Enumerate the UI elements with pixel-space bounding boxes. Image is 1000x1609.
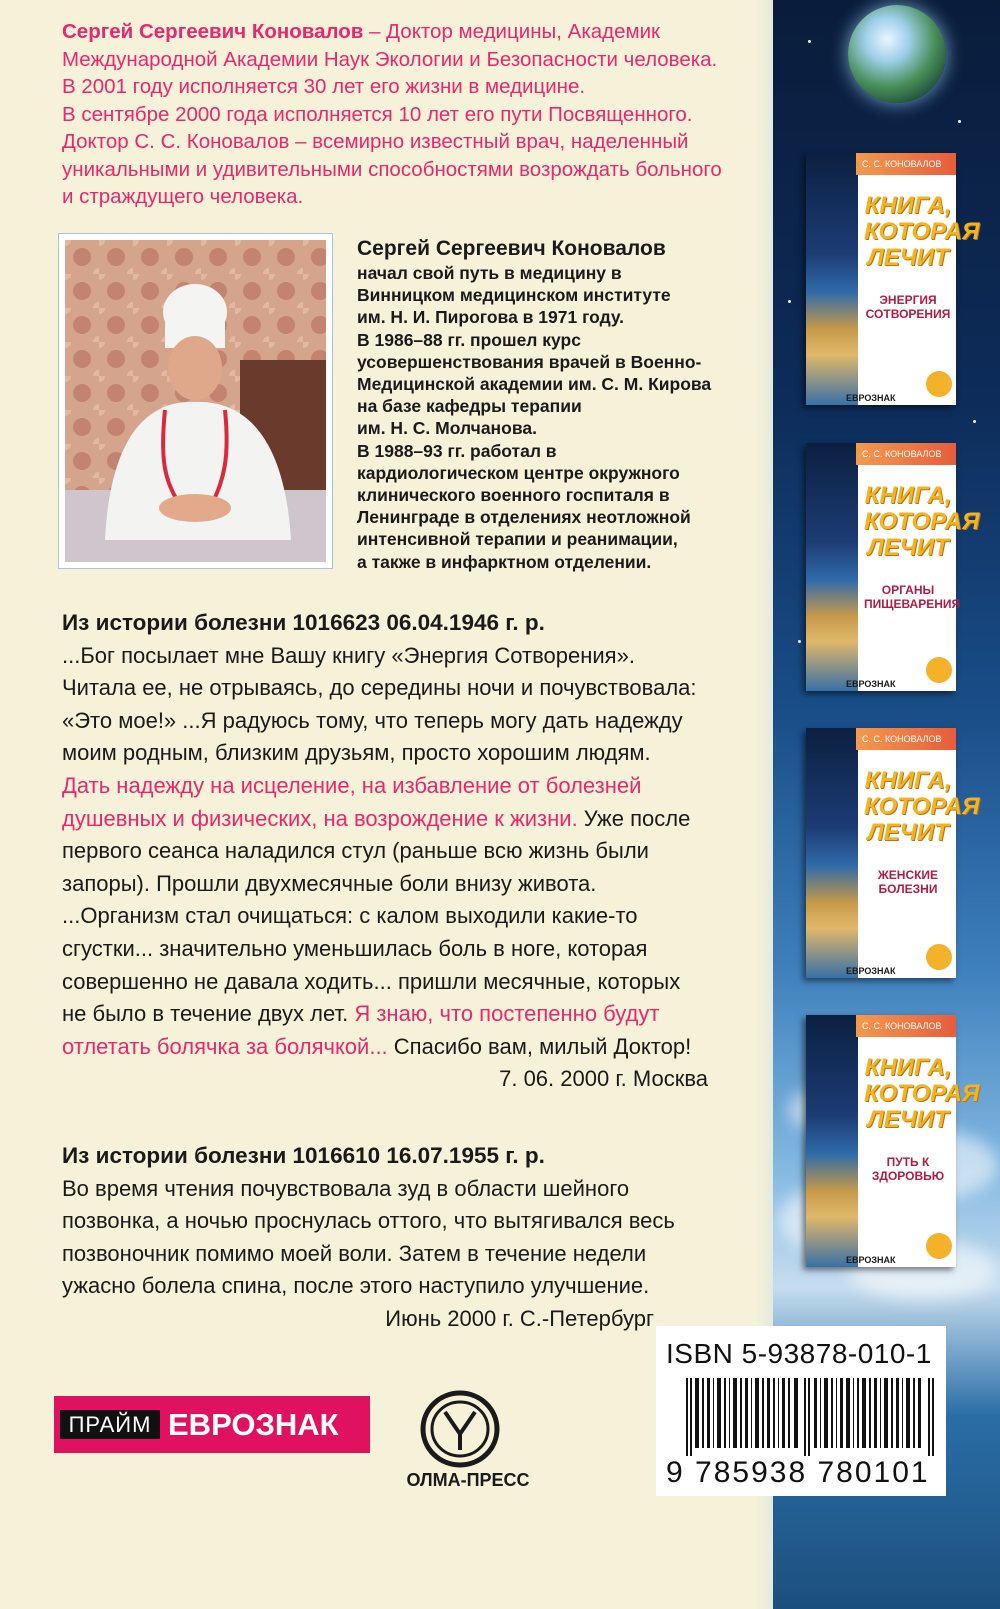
book-title: КНИГА, КОТОРАЯ ЛЕЧИТ <box>864 482 980 561</box>
book-publisher: ЕВРОЗНАК <box>846 966 896 976</box>
barcode-number: 9 785938 780101 <box>666 1456 930 1489</box>
author-biography: Сергей Сергеевич Коновалов начал свой путь в медицину в Винницком медицинском институте им. Н. И. Пирогова в 1971 году. В 1986–88 гг. прошел курс усовершенствования врачей в Военно- Медицинской академии им. С. М. Кирова на базе кафедры терапии им. Н. С. Молчанова. В 1988–93 гг. работал в кардиологическом центре окружного клинического военного госпиталя в Ленинграде в отделениях неотложной интенсивной терапии и реанимации, а также в инфарктном отделении. <box>357 236 737 573</box>
book-subtitle: ЖЕНСКИЕ БОЛЕЗНИ <box>877 868 939 896</box>
book-publisher: ЕВРОЗНАК <box>846 393 896 403</box>
case-1-signature: 7. 06. 2000 г. Москва <box>499 1066 708 1092</box>
book-subtitle: ПУТЬ К ЗДОРОВЬЮ <box>871 1155 945 1183</box>
case-history-1: Из истории болезни 1016623 06.04.1946 г. р. ...Бог посылает мне Вашу книгу «Энергия Сотворения». Читала ее, не отрываясь, до середины ночи и почувствовала: «Это мое!» ...Я радуюсь тому, что теперь могу дать надежду моим родным, близким друзьям, просто хорошим людям. Дать надежду на исцеление, на избавление от болезней душевных и физических, на возрождение к жизни. Уже после первого сеанса наладился стул (раньше всю жизнь были запоры). Прошли двухмесячные боли внизу живота. ...Организм стал очищаться: с калом выходили какие-то сгустки... значительно уменьшилась боль в ноге, которая совершенно не давала ходить... пришли месячные, которых не было в течение двух лет. Я знаю, что постепенно будут отлетать болячка за болячкой... Спасибо вам, милый Доктор! 7. 06. 2000 г. Москва <box>62 607 712 1096</box>
prime-evroznak-logo: ПРАЙМ ЕВРОЗНАК <box>54 1396 370 1453</box>
case-history-2: Из истории болезни 1016610 16.07.1955 г. р. Во время чтения почувствовала зуд в области шейного позвонка, а ночью проснулась оттого, что вытягивался весь позвоночник помимо моей воли. Затем в течение недели ужасно болела спина, после этого наступило улучшение. Июнь 2000 г. С.-Петербург <box>62 1140 712 1336</box>
book-title: КНИГА, КОТОРАЯ ЛЕЧИТ <box>864 192 980 271</box>
case-2-heading: Из истории болезни 1016610 16.07.1955 г. р. <box>62 1143 545 1168</box>
case-2-signature: Июнь 2000 г. С.-Петербург <box>385 1305 654 1331</box>
isbn-barcode-block <box>656 1326 946 1496</box>
bio-author-name: Сергей Сергеевич Коновалов <box>357 237 666 260</box>
badge-icon <box>926 944 952 970</box>
badge-icon <box>926 1233 952 1259</box>
book-cover-art <box>806 1015 858 1267</box>
book-subtitle: ЭНЕРГИЯ СОТВОРЕНИЯ <box>865 293 951 321</box>
olma-press-label: ОЛМА-ПРЕСС <box>406 1470 530 1490</box>
badge-icon <box>926 657 952 683</box>
book-subtitle: ОРГАНЫ ПИЩЕВАРЕНИЯ <box>864 583 961 611</box>
book-cover-3: С. С. КОНОВАЛОВ КНИГА, КОТОРАЯ ЛЕЧИТ ЖЕНСКИЕ БОЛЕЗНИ ЕВРОЗНАК <box>806 728 956 978</box>
book-title: КНИГА, КОТОРАЯ ЛЕЧИТ <box>864 767 980 846</box>
author-photo-frame <box>58 233 333 569</box>
book-publisher: ЕВРОЗНАК <box>846 1255 896 1265</box>
book-cover-art <box>806 153 858 405</box>
book-cover-art <box>806 443 858 691</box>
intro-author-name: Сергей Сергеевич Коновалов <box>62 20 364 43</box>
book-cover-art <box>806 728 858 978</box>
book-title: КНИГА, КОТОРАЯ ЛЕЧИТ <box>864 1054 980 1133</box>
author-photo <box>65 240 326 562</box>
book-cover-1: С. С. КОНОВАЛОВ КНИГА, КОТОРАЯ ЛЕЧИТ ЭНЕРГИЯ СОТВОРЕНИЯ ЕВРОЗНАК <box>806 153 956 405</box>
intro-paragraph: Сергей Сергеевич Коновалов – Доктор медицины, Академик Международной Академии Наук Экологии и Безопасности человека. В 2001 году исполняется 30 лет его жизни в медицине. В сентябре 2000 года исполняется 10 лет его пути Посвященного. Доктор С. С. Коновалов – всемирно известный врач, наделенный уникальными и удивительными способностями возрождать больного и страждущего человека. <box>62 20 722 208</box>
planet-illustration <box>848 5 946 103</box>
badge-icon <box>926 371 952 397</box>
book-cover-2: С. С. КОНОВАЛОВ КНИГА, КОТОРАЯ ЛЕЧИТ ОРГАНЫ ПИЩЕВАРЕНИЯ ЕВРОЗНАК <box>806 443 956 691</box>
isbn-label: ISBN 5-93878-010-1 <box>666 1338 932 1369</box>
case-1-heading: Из истории болезни 1016623 06.04.1946 г. р. <box>62 610 545 635</box>
olma-press-logo-icon <box>421 1390 499 1468</box>
barcode-icon <box>686 1378 934 1456</box>
book-publisher: ЕВРОЗНАК <box>846 679 896 689</box>
book-cover-4: С. С. КОНОВАЛОВ КНИГА, КОТОРАЯ ЛЕЧИТ ПУТЬ К ЗДОРОВЬЮ ЕВРОЗНАК <box>806 1015 956 1267</box>
